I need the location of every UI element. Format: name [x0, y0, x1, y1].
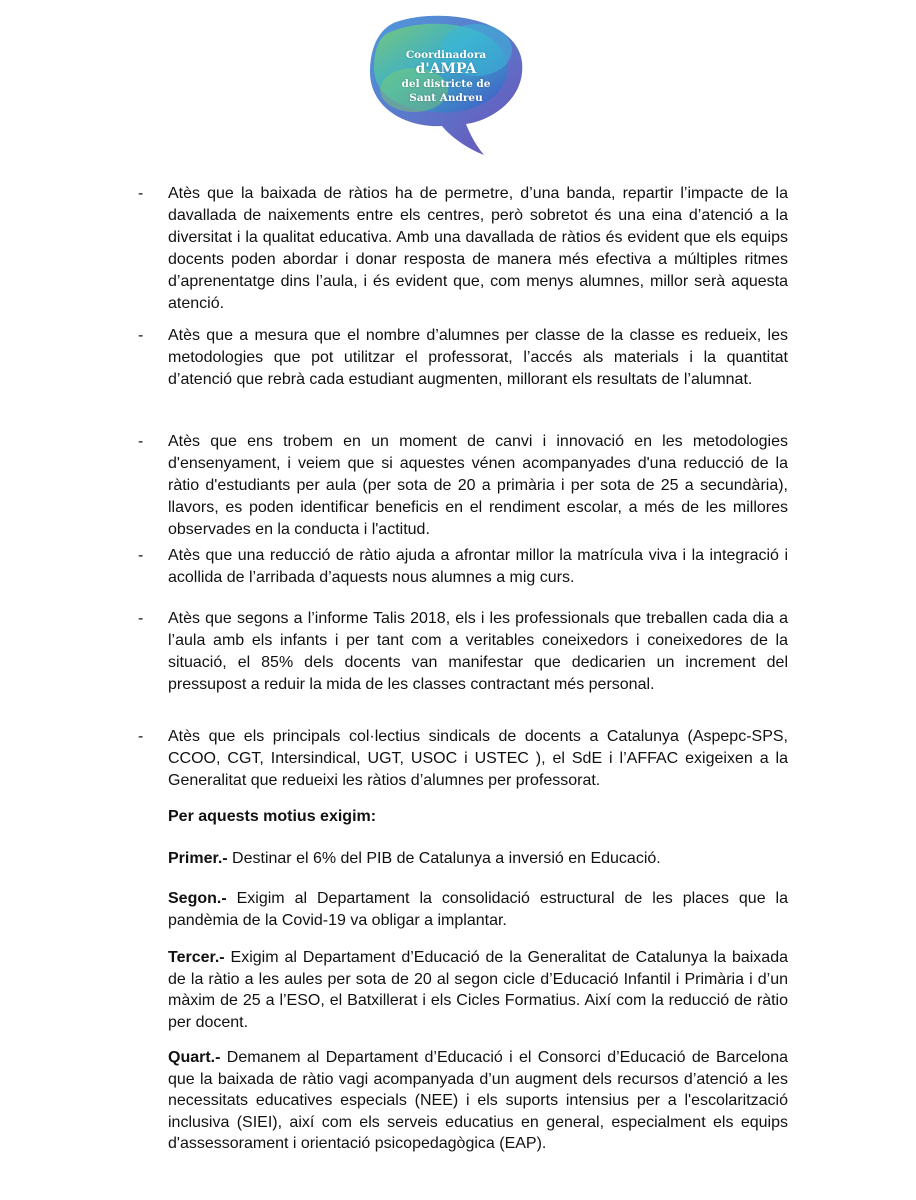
- bullet-dash: -: [138, 610, 144, 627]
- logo-line-1: Coordinadora: [405, 49, 487, 61]
- demand-text: Destinar el 6% del PIB de Catalunya a inversió en Educació.: [227, 850, 661, 867]
- bullet-dash: -: [138, 547, 144, 564]
- demand-text: Exigim al Departament d’Educació de la Generalitat de Catalunya la baixada de la ràtio a les aules per sota de 20 al segon cicle d’Educació Infantil i Primària i d’un màxim de 25 a l’ESO, el Batxillerat i els Cicles Formatius. Així com la reducció de ràtio per docent.: [168, 949, 788, 1031]
- paragraph-4: Atès que una reducció de ràtio ajuda a afrontar millor la matrícula viva i la integració i acollida de l’arribada d’aquests nous alumnes a mig curs.: [168, 547, 788, 586]
- paragraph-2: Atès que a mesura que el nombre d’alumnes per classe de la classe es redueix, les metodologies que pot utilitzar el professorat, l’accés als materials i la quantitat d’atenció que rebrà cada estudiant augmenten, millorant els resultats de l’alumnat.: [168, 327, 788, 388]
- demand-text: Exigim al Departament la consolidació estructural de les places que la pandèmia de la Covid-19 va obligar a implantar.: [168, 890, 788, 929]
- demand-quart: [168, 1047, 788, 1155]
- paragraph-6: Atès que els principals col·lectius sindicals de docents a Catalunya (Aspepc-SPS, CCOO, CGT, Intersindical, UGT, USOC i USTEC ), el SdE i l’AFFAC exigeixen a la Generalitat que redueixi les ràtios d’alumnes per professorat.: [168, 728, 788, 789]
- demand-label: Primer.-: [168, 850, 228, 867]
- demand-text: Demanem al Departament d’Educació i el Consorci d’Educació de Barcelona que la baixada de ràtio vagi acompanyada d’un augment dels recursos d’atenció a les necessitats educatives especials (NEE) i els suports intensius per a l'escolarització inclusiva (SIEI), així com els serveis educatius en general, especialment els equips d'assessorament i orientació psicopedagògica (EAP).: [168, 1049, 788, 1152]
- logo-line-3: del districte de: [401, 78, 491, 90]
- paragraph-1: Atès que la baixada de ràtios ha de permetre, d’una banda, repartir l’impacte de la davallada de naixements entre els centres, però sobretot és una eina d’atenció a la diversitat i la qualitat educativa. Amb una davallada de ràtios és evident que els equips docents poden abordar i donar resposta de manera més efectiva a múltiples ritmes d’aprenentatge dins l’aula, i és evident que, com menys alumnes, millor serà aquesta atenció.: [168, 185, 788, 312]
- logo-line-4: Sant Andreu: [409, 92, 483, 104]
- bullet-dash: -: [138, 433, 144, 450]
- demand-primer: [168, 848, 788, 870]
- demands-heading: Per aquests motius exigim:: [168, 808, 377, 825]
- demand-label: Segon.-: [168, 890, 227, 907]
- logo-text: [388, 48, 504, 105]
- bullet-dash: -: [138, 327, 144, 344]
- demand-label: Quart.-: [168, 1049, 221, 1066]
- paragraph-3: Atès que ens trobem en un moment de canvi i innovació en les metodologies d'ensenyament, i veiem que si aquestes vénen acompanyades d'una reducció de la ràtio d'estudiants per aula (per sota de 20 a primària i per sota de 25 a secundària), llavors, es poden identificar beneficis en el rendiment escolar, a més de les millores observades en la conducta i l'actitud.: [168, 433, 788, 538]
- logo: [366, 12, 526, 157]
- bullet-dash: -: [138, 728, 144, 745]
- demand-segon: [168, 888, 788, 931]
- bullet-dash: -: [138, 185, 144, 202]
- demand-label: Tercer.-: [168, 949, 225, 966]
- demand-tercer: [168, 947, 788, 1033]
- paragraph-5: Atès que segons a l’informe Talis 2018, els i les professionals que treballen cada dia a l’aula amb els infants i per tant com a veritables coneixedors i coneixedores de la situació, el 85% dels docents van manifestar que dedicarien un increment del pressupost a reduir la mida de les classes contractant més personal.: [168, 610, 788, 693]
- logo-line-2: d'AMPA: [415, 61, 477, 77]
